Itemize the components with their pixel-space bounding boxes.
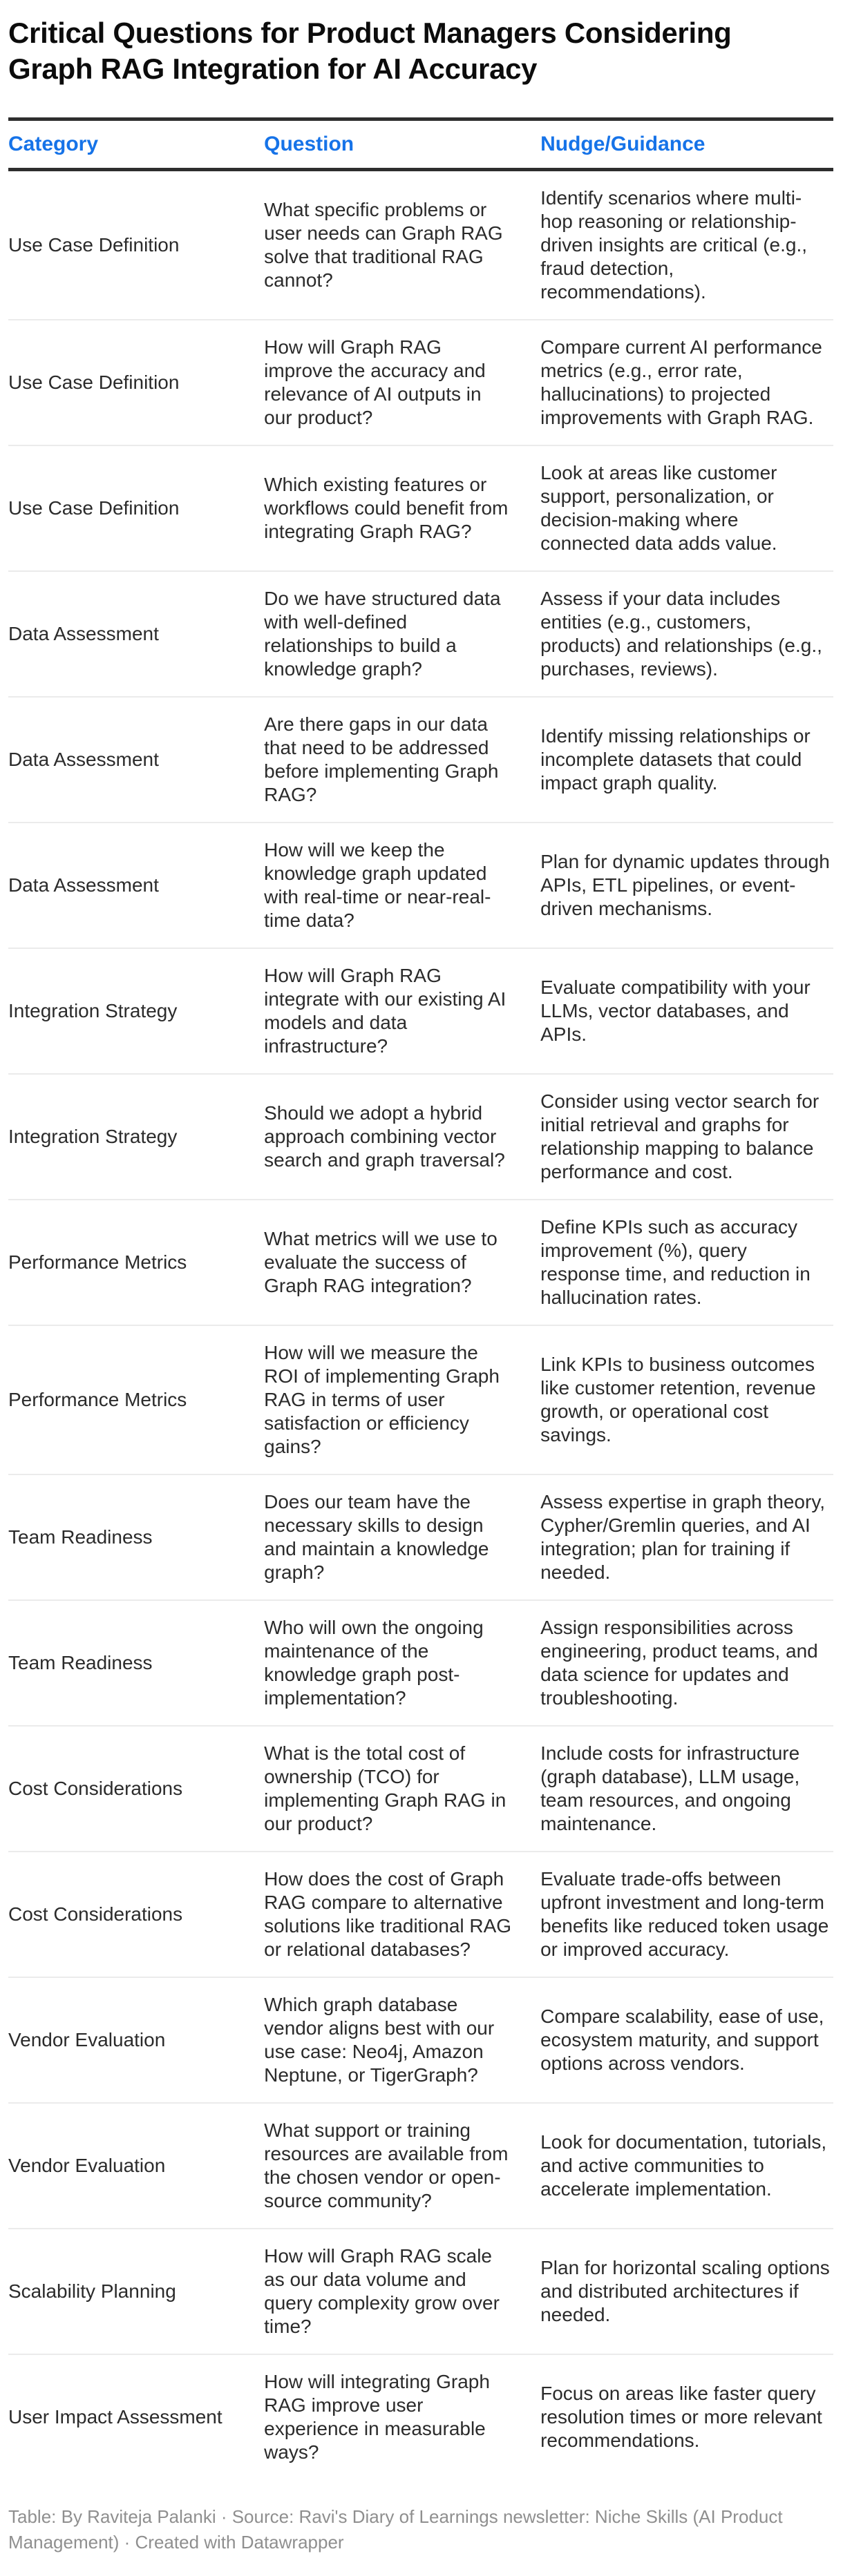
table-row	[8, 1726, 833, 1852]
footer-attribution: Table: By Raviteja Palanki	[8, 2506, 216, 2528]
category-cell: Use Case Definition	[8, 445, 264, 571]
table-row	[8, 823, 833, 948]
question-cell: What specific problems or user needs can Graph RAG solve that traditional RAG cannot?	[264, 199, 503, 291]
table-row	[8, 1852, 833, 1977]
nudge-cell: Identify missing relationships or incomplete datasets that could impact graph quality.	[540, 697, 833, 823]
table-row	[8, 571, 833, 697]
question-cell: How will we measure the ROI of implementing Graph RAG in terms of user satisfaction or efficiency gains?	[264, 1325, 540, 1474]
category-cell: Vendor Evaluation	[8, 2103, 264, 2229]
table-row	[8, 697, 833, 823]
nudge-cell: Include costs for infrastructure (graph database), LLM usage, team resources, and ongoing maintenance.	[540, 1726, 833, 1852]
question-cell: How will we keep the knowledge graph updated with real-time or near-real-time data?	[264, 823, 540, 948]
table-row	[8, 948, 833, 1074]
table-row	[8, 2229, 833, 2354]
question-cell: How will Graph RAG scale as our data volume and query complexity grow over time?	[264, 2229, 540, 2354]
category-cell: Data Assessment	[8, 697, 264, 823]
category-cell: Integration Strategy	[8, 1074, 264, 1200]
table-row	[8, 1200, 833, 1325]
question-cell: What support or training resources are available from the chosen vendor or open-source community?	[264, 2103, 540, 2229]
footer	[8, 2504, 824, 2555]
table-row	[8, 320, 833, 445]
category-cell: Performance Metrics	[8, 1325, 264, 1474]
category-cell: Scalability Planning	[8, 2229, 264, 2354]
questions-table	[8, 117, 833, 2479]
table-row	[8, 1600, 833, 1726]
nudge-cell: Identify scenarios where multi-hop reasoning or relationship-driven insights are critical (e.g., fraud detection, recommendations).	[540, 187, 808, 303]
table-row	[8, 1474, 833, 1600]
category-cell: Cost Considerations	[8, 1852, 264, 1977]
page-title: Critical Questions for Product Managers Considering Graph RAG Integration for AI Accuracy	[8, 17, 732, 86]
category-cell: Cost Considerations	[8, 1726, 264, 1852]
question-cell: Which graph database vendor aligns best with our use case: Neo4j, Amazon Neptune, or TigerGraph?	[264, 1977, 540, 2103]
table-row	[8, 2103, 833, 2229]
question-cell: What is the total cost of ownership (TCO) for implementing Graph RAG in our product?	[264, 1726, 540, 1852]
nudge-cell: Assign responsibilities across engineering, product teams, and data science for updates and troubleshooting.	[540, 1600, 833, 1726]
column-header-question: Question	[264, 119, 540, 170]
nudge-cell: Plan for horizontal scaling options and distributed architectures if needed.	[540, 2229, 833, 2354]
question-cell: How does the cost of Graph RAG compare to alternative solutions like traditional RAG or relational databases?	[264, 1852, 540, 1977]
nudge-cell: Look for documentation, tutorials, and active communities to accelerate implementation.	[540, 2103, 833, 2229]
category-cell: Performance Metrics	[8, 1200, 264, 1325]
footer-separator: ·	[119, 2532, 135, 2553]
nudge-cell: Compare scalability, ease of use, ecosystem maturity, and support options across vendors.	[540, 1977, 833, 2103]
question-cell: How will Graph RAG improve the accuracy and relevance of AI outputs in our product?	[264, 320, 540, 445]
question-cell: Do we have structured data with well-defined relationships to build a knowledge graph?	[264, 571, 540, 697]
question-cell: Which existing features or workflows could benefit from integrating Graph RAG?	[264, 445, 540, 571]
nudge-cell: Link KPIs to business outcomes like customer retention, revenue growth, or operational cost savings.	[540, 1325, 833, 1474]
category-cell: Use Case Definition	[8, 234, 180, 256]
nudge-cell: Assess expertise in graph theory, Cypher/Gremlin queries, and AI integration; plan for training if needed.	[540, 1474, 833, 1600]
category-cell: Use Case Definition	[8, 320, 264, 445]
table-body	[8, 170, 833, 2480]
datawrapper-credit-link[interactable]: Created with Datawrapper	[135, 2532, 344, 2553]
category-cell: Data Assessment	[8, 571, 264, 697]
table-header	[8, 119, 833, 170]
footer-separator: ·	[216, 2506, 232, 2528]
table-row	[8, 1977, 833, 2103]
column-header-nudge-guidance: Nudge/Guidance	[540, 119, 833, 170]
category-cell: User Impact Assessment	[8, 2354, 264, 2479]
question-cell: Does our team have the necessary skills to design and maintain a knowledge graph?	[264, 1474, 540, 1600]
nudge-cell: Define KPIs such as accuracy improvement (%), query response time, and reduction in hallucination rates.	[540, 1200, 833, 1325]
nudge-cell: Assess if your data includes entities (e.g., customers, products) and relationships (e.g., purchases, reviews).	[540, 571, 833, 697]
table-row	[8, 1325, 833, 1474]
table-row	[8, 1074, 833, 1200]
column-header-category: Category	[8, 119, 264, 170]
nudge-cell: Evaluate compatibility with your LLMs, vector databases, and APIs.	[540, 948, 833, 1074]
category-cell: Integration Strategy	[8, 948, 264, 1074]
category-cell: Vendor Evaluation	[8, 1977, 264, 2103]
question-cell: Are there gaps in our data that need to be addressed before implementing Graph RAG?	[264, 697, 540, 823]
question-cell: Who will own the ongoing maintenance of the knowledge graph post-implementation?	[264, 1600, 540, 1726]
question-cell: What metrics will we use to evaluate the success of Graph RAG integration?	[264, 1200, 540, 1325]
footer-source: Source: Ravi's Diary of Learnings newsletter: Niche Skills (AI Product Management)	[8, 2506, 783, 2553]
nudge-cell: Look at areas like customer support, personalization, or decision-making where connected data adds value.	[540, 445, 833, 571]
category-cell: Team Readiness	[8, 1600, 264, 1726]
table-row	[8, 170, 833, 320]
table-row	[8, 445, 833, 571]
nudge-cell: Focus on areas like faster query resolution times or more relevant recommendations.	[540, 2354, 833, 2479]
category-cell: Data Assessment	[8, 823, 264, 948]
question-cell: Should we adopt a hybrid approach combining vector search and graph traversal?	[264, 1074, 540, 1200]
nudge-cell: Consider using vector search for initial retrieval and graphs for relationship mapping to balance performance and cost.	[540, 1074, 833, 1200]
category-cell: Team Readiness	[8, 1474, 264, 1600]
nudge-cell: Plan for dynamic updates through APIs, ETL pipelines, or event-driven mechanisms.	[540, 823, 833, 948]
question-cell: How will Graph RAG integrate with our existing AI models and data infrastructure?	[264, 948, 540, 1074]
nudge-cell: Evaluate trade-offs between upfront investment and long-term benefits like reduced token usage or improved accuracy.	[540, 1852, 833, 1977]
question-cell: How will integrating Graph RAG improve user experience in measurable ways?	[264, 2354, 540, 2479]
table-row	[8, 2354, 833, 2479]
nudge-cell: Compare current AI performance metrics (e.g., error rate, hallucinations) to projected improvements with Graph RAG.	[540, 320, 833, 445]
